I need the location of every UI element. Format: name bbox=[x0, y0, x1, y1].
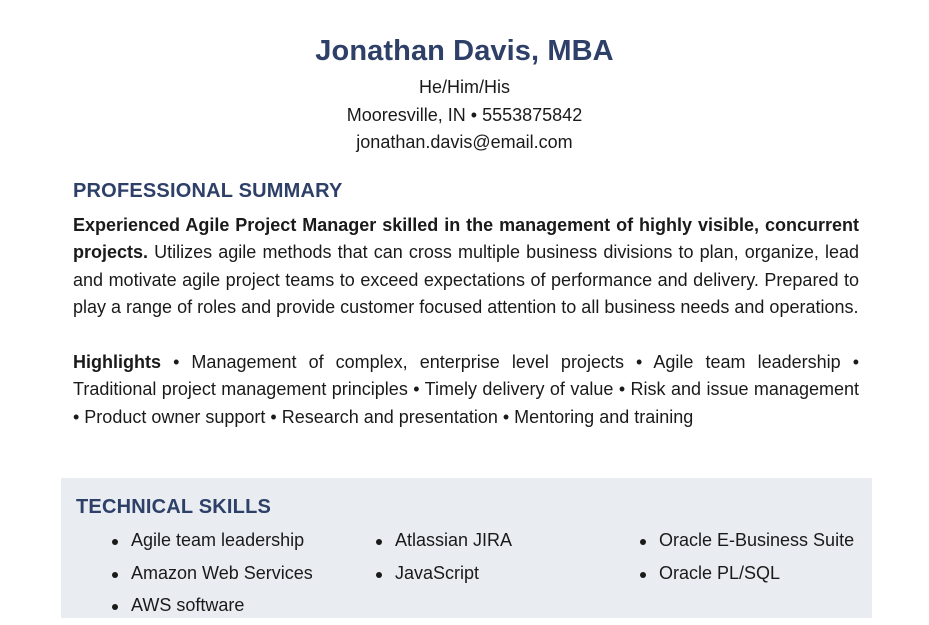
resume-header bbox=[0, 0, 929, 157]
summary-lead: Experienced Agile Project Manager skilled in the management of highly visible, concurrent projects. bbox=[73, 214, 859, 262]
pronouns: He/Him/His bbox=[418, 77, 510, 97]
skill-item: Agile team leadership bbox=[76, 527, 340, 555]
technical-skills-section bbox=[61, 478, 872, 618]
email-address: jonathan.davis@email.com bbox=[356, 132, 573, 152]
skills-column-3 bbox=[604, 527, 872, 625]
highlights-text: • Management of complex, enterprise level projects • Agile team leadership • Traditional project management principles • Timely delivery of value • Risk and issue management • Product owner support • Research and presentation • Mentoring and training bbox=[73, 351, 859, 427]
location-phone: Mooresville, IN • 5553875842 bbox=[346, 104, 583, 125]
summary-heading: PROFESSIONAL SUMMARY bbox=[73, 179, 343, 202]
skills-grid bbox=[76, 527, 872, 625]
professional-summary-section bbox=[0, 177, 929, 432]
candidate-name: Jonathan Davis, MBA bbox=[315, 35, 614, 67]
skills-column-2 bbox=[340, 527, 604, 625]
highlights-paragraph bbox=[73, 349, 859, 432]
summary-body: Utilizes agile methods that can cross multiple business divisions to plan, organize, lead and motivate agile project teams to exceed expectations of performance and delivery. Prepared to play a range of roles and provide customer focused attention to all business needs and operations. bbox=[73, 242, 859, 317]
skill-item: JavaScript bbox=[340, 560, 604, 588]
skill-item: Oracle E-Business Suite bbox=[604, 527, 872, 555]
skill-item: Oracle PL/SQL bbox=[604, 560, 872, 588]
highlights-label: Highlights bbox=[73, 351, 161, 372]
skills-column-1 bbox=[76, 527, 340, 625]
skill-item: Amazon Web Services bbox=[76, 560, 340, 588]
skills-heading: TECHNICAL SKILLS bbox=[76, 496, 272, 518]
summary-paragraph bbox=[73, 212, 859, 322]
skill-item: AWS software bbox=[76, 592, 340, 620]
skill-item: Atlassian JIRA bbox=[340, 527, 604, 555]
